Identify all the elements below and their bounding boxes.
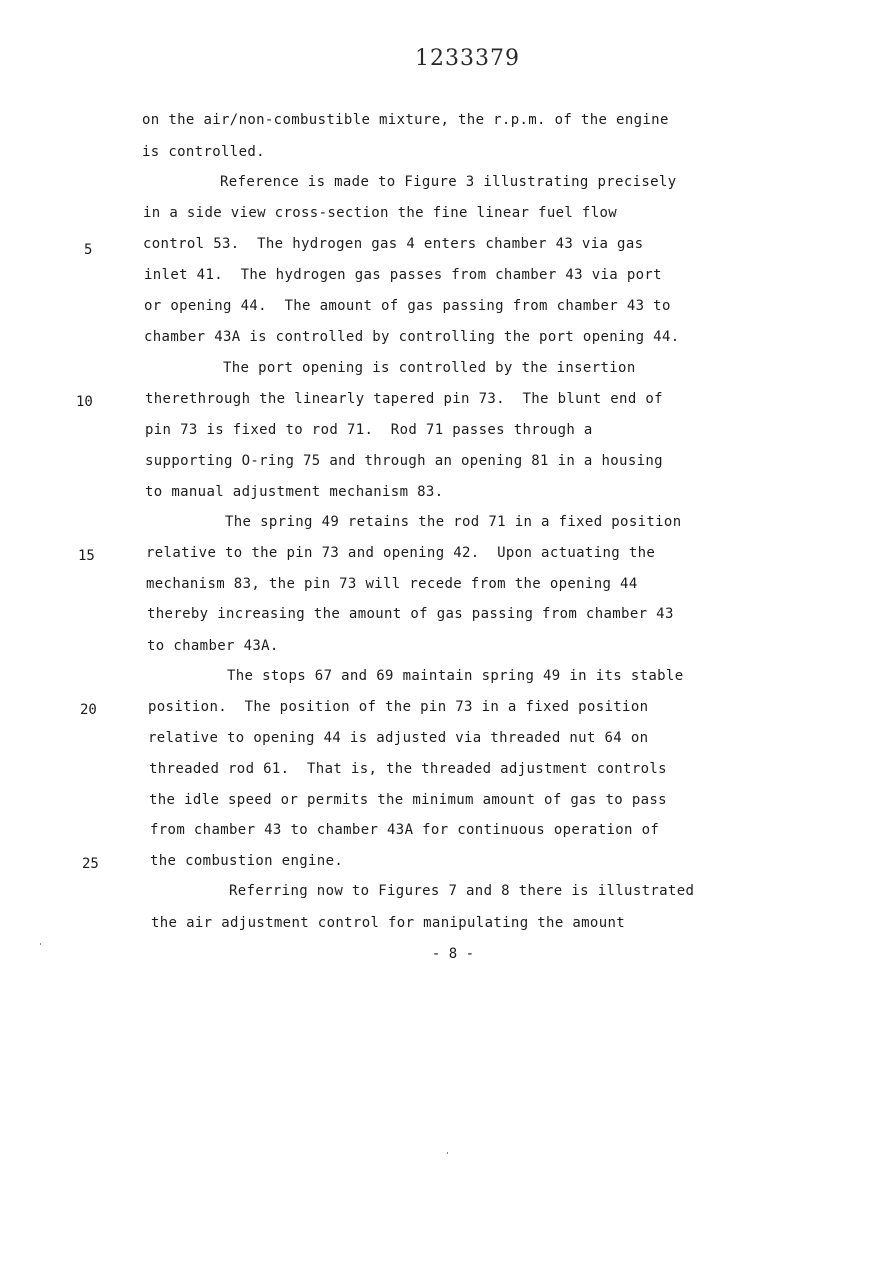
text-line: in a side view cross-section the fine linear fuel flow: [143, 205, 618, 221]
text-line: thereby increasing the amount of gas passing from chamber 43: [147, 606, 674, 622]
text-line: to chamber 43A.: [147, 638, 279, 654]
text-line: the combustion engine.: [150, 853, 344, 869]
text-line: The spring 49 retains the rod 71 in a fixed position: [225, 514, 682, 530]
line-number: 25: [82, 856, 99, 872]
text-line: relative to opening 44 is adjusted via threaded nut 64 on: [148, 730, 649, 746]
scan-speck: [447, 1152, 448, 1154]
text-line: The port opening is controlled by the insertion: [223, 360, 636, 376]
text-line: the air adjustment control for manipulating the amount: [151, 915, 626, 931]
text-line: chamber 43A is controlled by controlling the port opening 44.: [144, 329, 680, 345]
text-line: inlet 41. The hydrogen gas passes from chamber 43 via port: [144, 267, 662, 283]
scan-speck: [40, 943, 41, 945]
line-number: 10: [76, 394, 93, 410]
page-number: - 8 -: [431, 946, 475, 962]
text-line: mechanism 83, the pin 73 will recede from the opening 44: [146, 576, 638, 592]
text-line: supporting O-ring 75 and through an opening 81 in a housing: [145, 453, 663, 469]
text-line: Referring now to Figures 7 and 8 there is illustrated: [229, 883, 695, 899]
line-number: 15: [78, 548, 95, 564]
text-line: control 53. The hydrogen gas 4 enters chamber 43 via gas: [143, 236, 644, 252]
line-number: 20: [80, 702, 97, 718]
text-line: therethrough the linearly tapered pin 73. The blunt end of: [145, 391, 663, 407]
text-line: pin 73 is fixed to rod 71. Rod 71 passes through a: [145, 422, 593, 438]
text-line: position. The position of the pin 73 in a fixed position: [148, 699, 649, 715]
text-line: The stops 67 and 69 maintain spring 49 in its stable: [227, 668, 684, 684]
text-line: relative to the pin 73 and opening 42. Upon actuating the: [146, 545, 656, 561]
text-line: or opening 44. The amount of gas passing from chamber 43 to: [144, 298, 671, 314]
text-line: threaded rod 61. That is, the threaded adjustment controls: [149, 761, 667, 777]
line-number: 5: [84, 242, 93, 258]
text-line: Reference is made to Figure 3 illustrating precisely: [220, 174, 677, 190]
text-line: the idle speed or permits the minimum amount of gas to pass: [149, 792, 667, 808]
text-line: on the air/non-combustible mixture, the r.p.m. of the engine: [142, 112, 669, 128]
document-number: 1233379: [415, 46, 520, 71]
text-line: from chamber 43 to chamber 43A for continuous operation of: [150, 822, 660, 838]
text-line: to manual adjustment mechanism 83.: [145, 484, 444, 500]
text-line: is controlled.: [142, 144, 265, 160]
